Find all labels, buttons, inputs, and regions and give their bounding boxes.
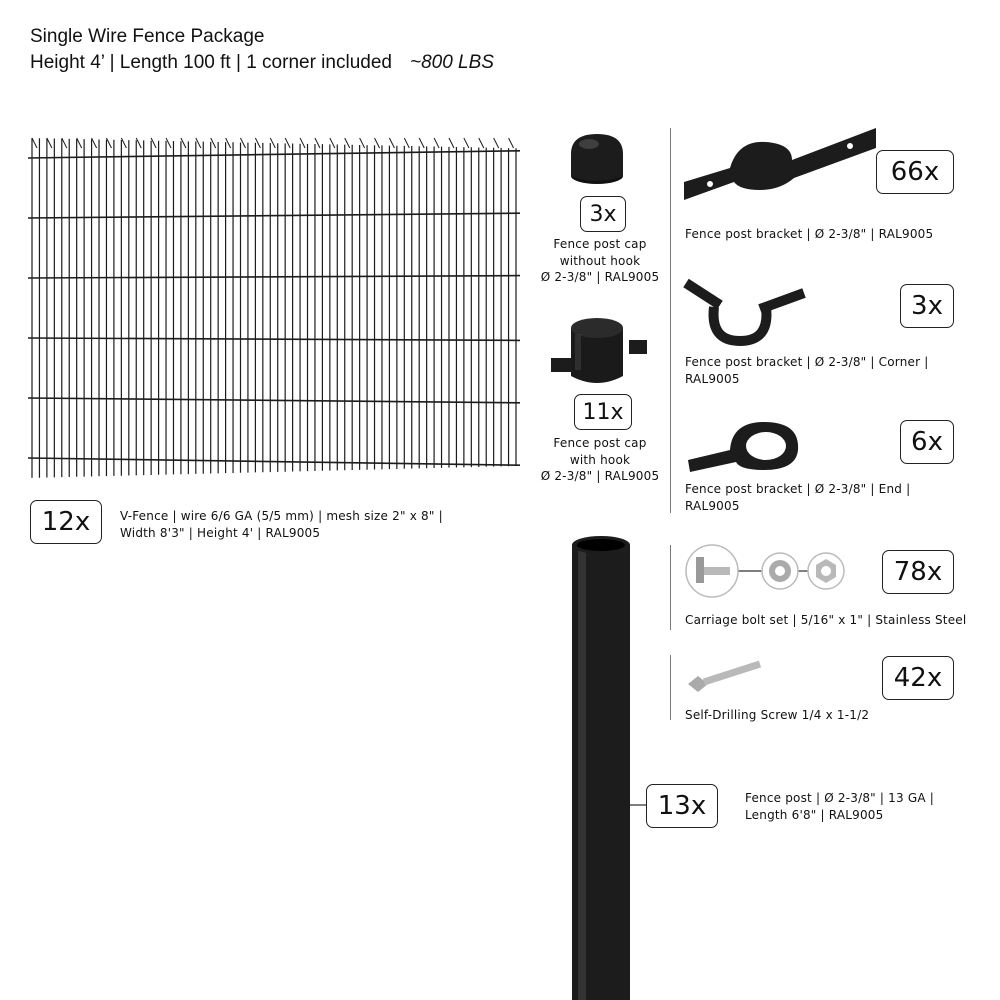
post-caption — [745, 790, 934, 823]
corner-bracket-line2: RAL9005 — [685, 371, 740, 386]
end-bracket-qty-badge: 6x — [900, 420, 954, 464]
end-bracket-line2: RAL9005 — [685, 498, 740, 513]
divider-middle — [670, 545, 671, 630]
panel-desc-line1: V-Fence | wire 6/6 GA (5/5 mm) | mesh size 2" x 8" | — [120, 509, 443, 523]
cap-hook-qty-badge: 11x — [574, 394, 632, 430]
end-bracket-line1: Fence post bracket | Ø 2-3/8" | End | — [685, 482, 911, 496]
carriage-bolt-set-image — [684, 543, 854, 603]
post-line2: Length 6'8" | RAL9005 — [745, 807, 884, 822]
corner-bracket-line1: Fence post bracket | Ø 2-3/8" | Corner | — [685, 355, 929, 369]
bracket-qty-badge: 66x — [876, 150, 954, 194]
cap-no-hook-line2: without hook — [559, 253, 641, 268]
screw-qty-badge: 42x — [882, 656, 954, 700]
cap-no-hook-caption — [530, 236, 670, 286]
post-cap-image — [565, 130, 635, 190]
cap-hook-caption — [530, 435, 670, 485]
bolt-set-qty-badge: 78x — [882, 550, 954, 594]
fence-panel-image — [28, 128, 528, 488]
corner-bracket-qty-badge: 3x — [900, 284, 954, 328]
cap-hook-line1: Fence post cap — [553, 436, 647, 450]
post-bracket-image — [680, 120, 880, 210]
cap-hook-line2: with hook — [569, 452, 631, 467]
page-title — [30, 24, 494, 76]
cap-no-hook-line3: Ø 2-3/8" | RAL9005 — [540, 270, 660, 284]
divider-upper — [670, 128, 671, 513]
cap-no-hook-line1: Fence post cap — [553, 237, 647, 251]
bracket-caption: Fence post bracket | Ø 2-3/8" | RAL9005 — [685, 227, 934, 241]
end-bracket-caption — [685, 481, 910, 514]
panel-desc-line2: Width 8'3" | Height 4' | RAL9005 — [120, 525, 321, 540]
weight-text: ~800 LBS — [409, 52, 494, 73]
divider-lower — [670, 655, 671, 720]
corner-bracket-image — [680, 275, 810, 355]
self-drilling-screw-image — [684, 656, 768, 696]
post-cap-with-hook-image — [545, 310, 655, 390]
cap-no-hook-qty-badge: 3x — [580, 196, 626, 232]
post-qty-badge: 13x — [646, 784, 718, 828]
end-bracket-image — [680, 410, 820, 480]
cap-hook-line3: Ø 2-3/8" | RAL9005 — [540, 469, 660, 483]
post-line1: Fence post | Ø 2-3/8" | 13 GA | — [745, 791, 934, 805]
spec-text: Height 4’ | Length 100 ft | 1 corner included — [30, 52, 392, 73]
screw-caption: Self-Drilling Screw 1/4 x 1-1/2 — [685, 708, 870, 722]
panel-qty-badge: 12x — [30, 500, 102, 544]
corner-bracket-caption — [685, 354, 929, 387]
title-line: Single Wire Fence Package — [30, 26, 265, 47]
fence-post-image — [568, 535, 638, 1000]
bolt-set-caption: Carriage bolt set | 5/16" x 1" | Stainless Steel — [685, 613, 967, 627]
panel-description — [120, 508, 443, 541]
spec-line — [30, 50, 494, 76]
